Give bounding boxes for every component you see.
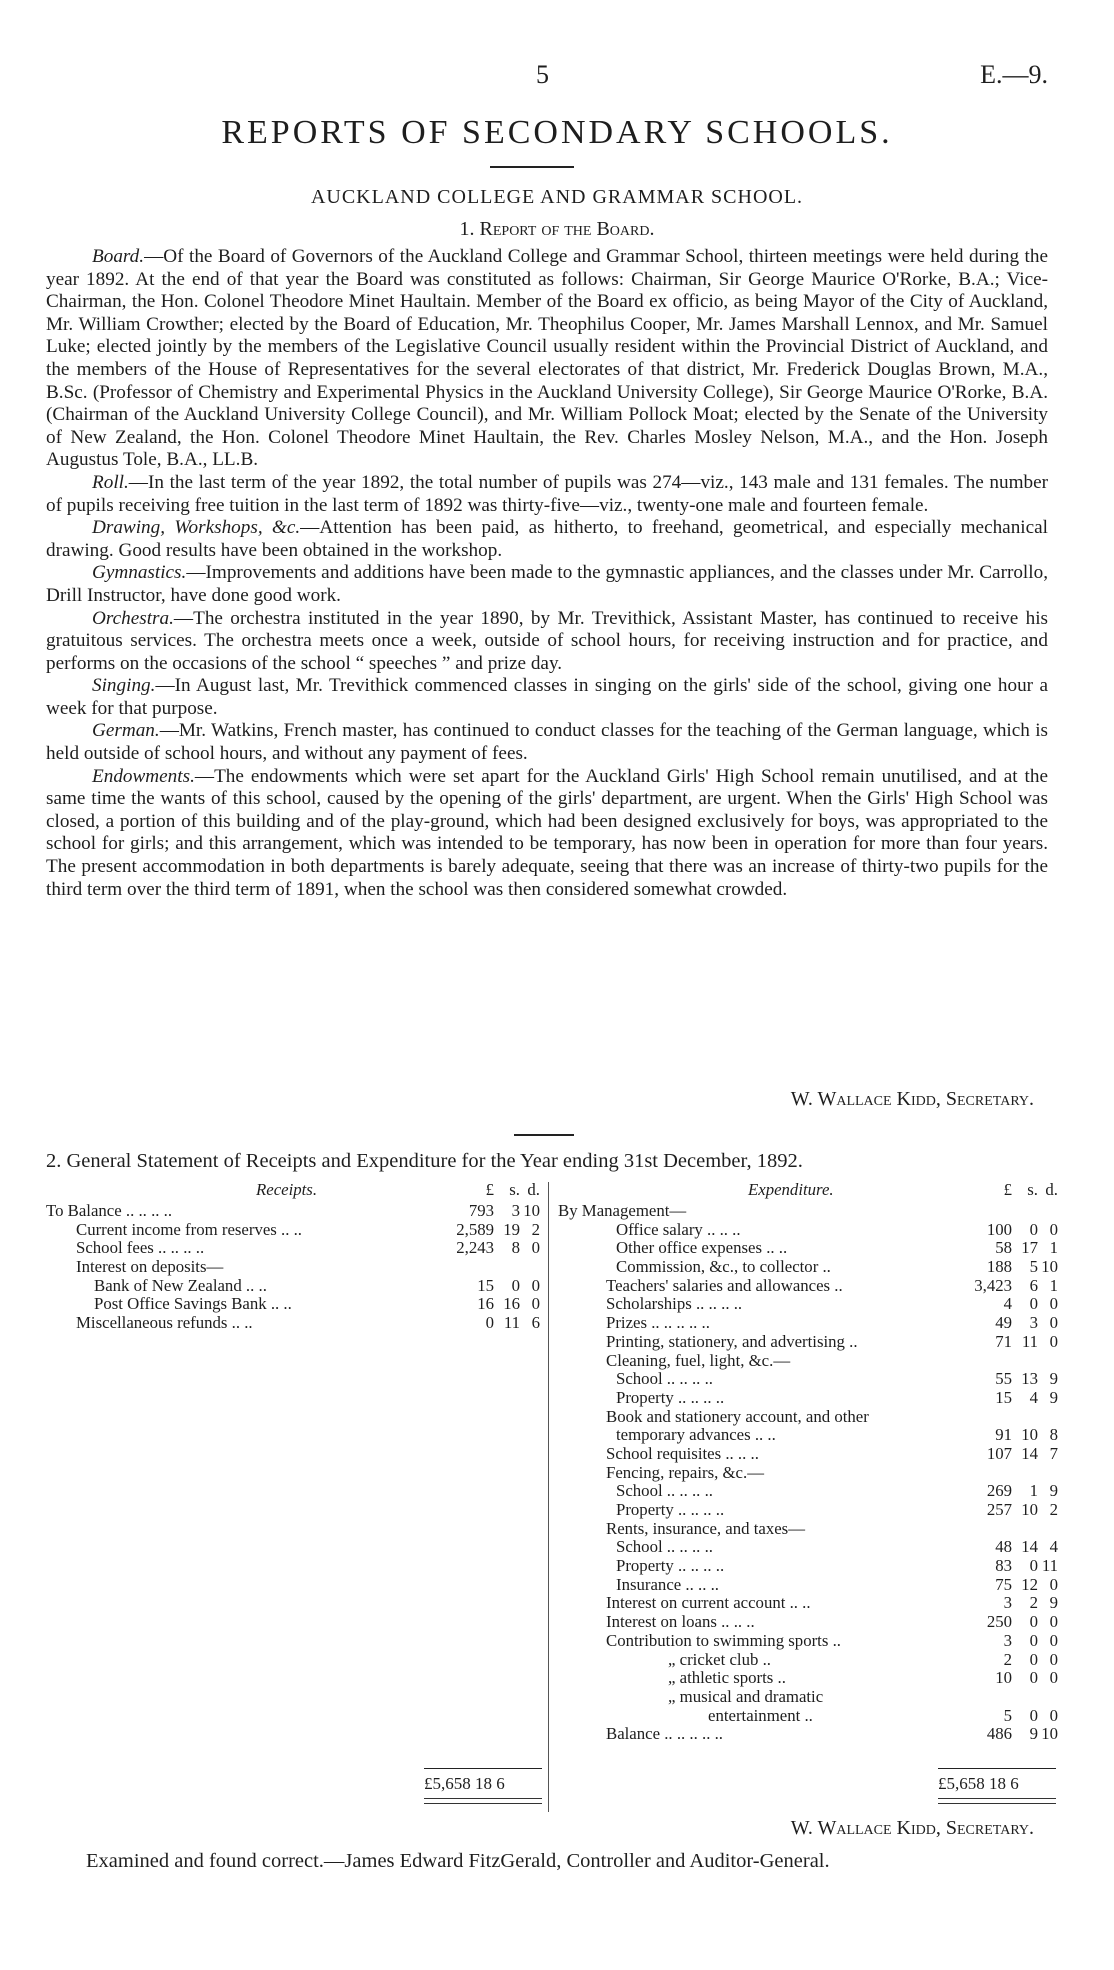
expenditure-pence: 4 bbox=[1049, 1537, 1058, 1557]
receipt-pounds: 0 bbox=[485, 1313, 494, 1333]
receipt-label: Post Office Savings Bank .. .. bbox=[94, 1294, 292, 1314]
receipt-shillings: 8 bbox=[511, 1238, 520, 1258]
expenditure-shillings: 2 bbox=[1029, 1593, 1038, 1613]
receipts-total-double-rule bbox=[424, 1798, 542, 1804]
expenditure-label: Property .. .. .. .. bbox=[616, 1387, 725, 1407]
expenditure-label: Prizes .. .. .. .. .. bbox=[606, 1313, 710, 1333]
receipt-label: Miscellaneous refunds .. .. bbox=[76, 1313, 253, 1333]
expenditure-shillings: 0 bbox=[1029, 1219, 1038, 1239]
page-number: 5 bbox=[536, 60, 549, 89]
expenditure-label: School .. .. .. .. bbox=[616, 1537, 713, 1557]
pounds-header: £ bbox=[485, 1180, 494, 1199]
paragraph-text: —In the last term of the year 1892, the total number of pupils was 274—viz., 143 male and 131 females. The number of pupils receiving free tuition in the last term of 1892 was thirty-five—viz., twenty-one male and fourteen female. bbox=[46, 471, 1048, 516]
expenditure-pence: 8 bbox=[1049, 1425, 1058, 1445]
expenditure-pence: 0 bbox=[1049, 1219, 1058, 1239]
expenditure-label: Cleaning, fuel, light, &c.— bbox=[606, 1350, 791, 1370]
receipts-rows bbox=[46, 1202, 540, 1333]
paragraph-heading: Singing. bbox=[92, 675, 156, 697]
expenditure-label: Property .. .. .. .. bbox=[616, 1556, 725, 1576]
expenditure-pounds: 3 bbox=[1003, 1593, 1012, 1613]
receipt-pence: 2 bbox=[531, 1219, 540, 1239]
expenditure-label: Contribution to swimming sports .. bbox=[606, 1630, 841, 1650]
expenditure-pence: 0 bbox=[1049, 1649, 1058, 1669]
expenditure-shillings: 14 bbox=[1021, 1537, 1038, 1557]
expenditure-pence: 10 bbox=[1041, 1724, 1058, 1744]
receipt-row bbox=[46, 1277, 540, 1296]
expenditure-shillings: 3 bbox=[1029, 1313, 1038, 1333]
expenditure-label: Book and stationery account, and other bbox=[606, 1406, 869, 1426]
report-paragraph bbox=[46, 517, 1048, 562]
report-paragraph bbox=[46, 472, 1048, 517]
expenditure-pounds: 58 bbox=[995, 1238, 1012, 1258]
expenditure-row bbox=[558, 1333, 1058, 1352]
expenditure-row bbox=[558, 1295, 1058, 1314]
expenditure-row bbox=[558, 1239, 1058, 1258]
expenditure-pounds: 2 bbox=[1003, 1649, 1012, 1669]
audit-statement: Examined and found correct.—James Edward FitzGerald, Controller and Auditor-General. bbox=[86, 1850, 830, 1872]
expenditure-label: „ athletic sports .. bbox=[668, 1668, 786, 1688]
expenditure-shillings: 11 bbox=[1021, 1331, 1038, 1351]
report-paragraph bbox=[46, 766, 1048, 902]
expenditure-pence: 0 bbox=[1049, 1331, 1058, 1351]
receipt-shillings: 16 bbox=[503, 1294, 520, 1314]
receipt-shillings: 19 bbox=[503, 1219, 520, 1239]
paragraph-text: —Of the Board of Governors of the Auckland College and Grammar School, thirteen meetings were held during the year 1892. At the end of that year the Board was constituted as follows: Chairman, Sir George Maurice O'Rorke, B.A.; Vice-Chairman, the Hon. Colonel Theodore Minet Haultain. Member of the Board ex officio, as being Mayor of the City of Auckland, Mr. William Crowther; elected by the Board of Education, Mr. Theophilus Cooper, Mr. James Marshall Lennox, and Mr. Samuel Luke; elected jointly by the members of the Legislative Council usually resident within the Provincial District of Auckland, and the members of the House of Representatives for the several electorates of that district, Mr. Frederick Douglas Brown, M.A., B.Sc. (Professor of Chemistry and Experimental Physics in the Auckland University College), Sir George Maurice O'Rorke, B.A. (Chairman of the Auckland University College Council), and Mr. William Pollock Moat; elected by the Senate of the University of New Zealand, the Hon. Colonel Theodore Minet Haultain, the Rev. Charles Mosley Nelson, M.A., and the Hon. Joseph Augustus Tole, B.A., LL.B. bbox=[46, 246, 1048, 471]
receipts-header-row bbox=[46, 1180, 540, 1202]
expenditure-row bbox=[558, 1613, 1058, 1632]
page-reference: E.—9. bbox=[980, 60, 1048, 89]
expenditure-row bbox=[558, 1370, 1058, 1389]
expenditure-label: Other office expenses .. .. bbox=[616, 1238, 788, 1258]
paragraph-text: —Attention has been paid, as hitherto, to freehand, geometrical, and especially mechanical drawing. Good results have been obtained in the workshop. bbox=[46, 517, 1048, 561]
section-heading: 1. Report of the Board. bbox=[459, 218, 655, 240]
expenditure-pounds: 83 bbox=[995, 1556, 1012, 1576]
receipt-pounds: 793 bbox=[468, 1201, 494, 1220]
receipt-pence: 6 bbox=[531, 1313, 540, 1333]
receipt-label: Current income from reserves .. .. bbox=[76, 1219, 303, 1239]
expenditure-pounds: 188 bbox=[986, 1257, 1012, 1277]
expenditure-row bbox=[558, 1557, 1058, 1576]
expenditure-row bbox=[558, 1258, 1058, 1277]
expenditure-total-rule bbox=[938, 1768, 1056, 1769]
expenditure-pence: 0 bbox=[1049, 1668, 1058, 1688]
expenditure-pence: 9 bbox=[1049, 1593, 1058, 1613]
report-paragraph bbox=[46, 675, 1048, 720]
expenditure-pence: 10 bbox=[1041, 1257, 1058, 1277]
receipt-label: Interest on deposits— bbox=[76, 1257, 224, 1277]
expenditure-pence: 2 bbox=[1049, 1500, 1058, 1519]
paragraph-text: —The endowments which were set apart for the Auckland Girls' High School remain unutilised, and at the same time the wants of this school, caused by the opening of the girls' department, are urgent. When the Girls' High School was closed, a portion of this building and of the play-ground, which had been designed exclusively for boys, was appropriated to the school for girls; and this arrangement, which was intended to be temporary, has now been in operation for more than four years. The present accommodation in both departments is barely adequate, seeing that there was an increase of thirty-two pupils for the third term over the third term of 1891, when the school was then considered somewhat crowded. bbox=[46, 765, 1048, 900]
receipts-header: Receipts. bbox=[256, 1180, 318, 1199]
expenditure-pounds: 107 bbox=[986, 1443, 1012, 1463]
paragraph-text: —Mr. Watkins, French master, has continued to conduct classes for the teaching of the German language, which is held outside of school hours, and without any payment of fees. bbox=[46, 720, 1048, 765]
receipt-pence: 10 bbox=[523, 1201, 540, 1220]
paragraph-text: —In August last, Mr. Trevithick commenced classes in singing on the girls' side of the school, giving one hour a week for that purpose. bbox=[46, 675, 1048, 719]
paragraph-heading: Board. bbox=[92, 246, 145, 267]
expenditure-shillings: 0 bbox=[1029, 1294, 1038, 1314]
report-paragraph bbox=[46, 562, 1048, 607]
pence-header: d. bbox=[1045, 1180, 1058, 1199]
column-divider bbox=[548, 1182, 549, 1812]
school-name: AUCKLAND COLLEGE AND GRAMMAR SCHOOL. bbox=[310, 186, 804, 208]
expenditure-pounds: 4 bbox=[1003, 1294, 1012, 1314]
expenditure-shillings: 12 bbox=[1021, 1574, 1038, 1594]
expenditure-row bbox=[558, 1408, 1058, 1427]
expenditure-row bbox=[558, 1725, 1058, 1744]
receipt-pounds: 15 bbox=[477, 1275, 494, 1295]
page-title: REPORTS OF SECONDARY SCHOOLS. bbox=[221, 114, 893, 151]
expenditure-row bbox=[558, 1520, 1058, 1539]
receipt-row bbox=[46, 1202, 540, 1221]
expenditure-label: Teachers' salaries and allowances .. bbox=[606, 1275, 843, 1295]
receipt-label: Bank of New Zealand .. .. bbox=[94, 1275, 267, 1295]
secretary-signature-2: W. Wallace Kidd, Secretary. bbox=[790, 1817, 1034, 1839]
expenditure-pounds: 486 bbox=[986, 1724, 1012, 1744]
paragraph-text: —Improvements and additions have been made to the gymnastic appliances, and the classes under Mr. Carrollo, Drill Instructor, have done good work. bbox=[46, 562, 1048, 606]
pence-header: d. bbox=[527, 1180, 540, 1199]
expenditure-pence: 0 bbox=[1049, 1574, 1058, 1594]
receipts-column bbox=[46, 1180, 540, 1333]
receipt-shillings: 11 bbox=[503, 1313, 520, 1333]
statement-heading: 2. General Statement of Receipts and Expenditure for the Year ending 31st December, 1892. bbox=[46, 1150, 803, 1172]
expenditure-label: School .. .. .. .. bbox=[616, 1481, 713, 1501]
expenditure-row bbox=[558, 1632, 1058, 1651]
expenditure-label: Property .. .. .. .. bbox=[616, 1500, 725, 1519]
expenditure-shillings: 6 bbox=[1029, 1275, 1038, 1295]
expenditure-row bbox=[558, 1445, 1058, 1464]
expenditure-pounds: 250 bbox=[986, 1612, 1012, 1632]
paragraph-heading: Orchestra. bbox=[92, 607, 174, 629]
expenditure-pence: 11 bbox=[1041, 1556, 1058, 1576]
expenditure-label: temporary advances .. .. bbox=[616, 1425, 776, 1445]
expenditure-shillings: 4 bbox=[1029, 1387, 1038, 1407]
expenditure-pence: 0 bbox=[1049, 1705, 1058, 1725]
report-paragraph bbox=[46, 608, 1048, 676]
paragraph-heading: German. bbox=[92, 720, 160, 742]
expenditure-row bbox=[558, 1501, 1058, 1520]
expenditure-shillings: 10 bbox=[1021, 1425, 1038, 1445]
receipt-row bbox=[46, 1221, 540, 1240]
expenditure-label: School .. .. .. .. bbox=[616, 1369, 713, 1389]
expenditure-pounds: 269 bbox=[986, 1481, 1012, 1501]
expenditure-shillings: 0 bbox=[1029, 1649, 1038, 1669]
expenditure-pence: 9 bbox=[1049, 1369, 1058, 1389]
expenditure-pence: 1 bbox=[1049, 1275, 1058, 1295]
expenditure-shillings: 5 bbox=[1029, 1257, 1038, 1277]
receipt-row bbox=[46, 1314, 540, 1333]
report-body bbox=[46, 246, 1048, 901]
expenditure-row bbox=[558, 1464, 1058, 1483]
expenditure-row bbox=[558, 1669, 1058, 1688]
expenditure-row bbox=[558, 1707, 1058, 1726]
expenditure-label: Rents, insurance, and taxes— bbox=[606, 1518, 805, 1538]
expenditure-row bbox=[558, 1576, 1058, 1595]
expenditure-pence: 9 bbox=[1049, 1387, 1058, 1407]
expenditure-label: School requisites .. .. .. bbox=[606, 1443, 759, 1463]
expenditure-label: Scholarships .. .. .. .. bbox=[606, 1294, 743, 1314]
expenditure-pounds: 100 bbox=[986, 1219, 1012, 1239]
expenditure-shillings: 0 bbox=[1029, 1630, 1038, 1650]
expenditure-row bbox=[558, 1538, 1058, 1557]
receipt-pence: 0 bbox=[531, 1238, 540, 1258]
receipts-total: £5,658 18 6 bbox=[424, 1774, 505, 1793]
expenditure-pounds: 5 bbox=[1003, 1705, 1012, 1725]
receipt-row bbox=[46, 1295, 540, 1314]
receipt-shillings: 0 bbox=[511, 1275, 520, 1295]
expenditure-pounds: 10 bbox=[995, 1668, 1012, 1688]
expenditure-header: Expenditure. bbox=[748, 1180, 834, 1199]
paragraph-text: —The orchestra instituted in the year 1890, by Mr. Trevithick, Assistant Master, has continued to receive his gratuitous services. The orchestra meets once a week, outside of school hours, for receiving instruction and for practice, and performs on the occasions of the school “ speeches ” and prize day. bbox=[46, 607, 1048, 674]
paragraph-heading: Drawing, Workshops, &c. bbox=[92, 517, 301, 539]
expenditure-rows bbox=[558, 1202, 1058, 1744]
expenditure-shillings: 13 bbox=[1021, 1369, 1038, 1389]
expenditure-row bbox=[558, 1594, 1058, 1613]
expenditure-label: Insurance .. .. .. bbox=[616, 1574, 719, 1594]
expenditure-pounds: 257 bbox=[986, 1500, 1012, 1519]
expenditure-label: Printing, stationery, and advertising .. bbox=[606, 1331, 858, 1351]
expenditure-row bbox=[558, 1426, 1058, 1445]
expenditure-label: Commission, &c., to collector .. bbox=[616, 1257, 831, 1277]
expenditure-pence: 0 bbox=[1049, 1294, 1058, 1314]
expenditure-column bbox=[558, 1180, 1058, 1744]
expenditure-row bbox=[558, 1202, 1058, 1221]
paragraph-heading: Gymnastics. bbox=[92, 562, 187, 584]
expenditure-row bbox=[558, 1482, 1058, 1501]
expenditure-pence: 9 bbox=[1049, 1481, 1058, 1501]
expenditure-row bbox=[558, 1389, 1058, 1408]
title-rule bbox=[490, 166, 574, 168]
expenditure-pounds: 91 bbox=[995, 1425, 1012, 1445]
secretary-signature: W. Wallace Kidd, Secretary. bbox=[790, 1088, 1034, 1110]
receipt-shillings: 3 bbox=[511, 1201, 520, 1220]
receipt-pounds: 16 bbox=[477, 1294, 494, 1314]
receipt-pounds: 2,243 bbox=[456, 1238, 494, 1258]
expenditure-shillings: 10 bbox=[1021, 1500, 1038, 1519]
expenditure-pounds: 15 bbox=[995, 1387, 1012, 1407]
report-paragraph bbox=[46, 720, 1048, 765]
expenditure-pounds: 49 bbox=[995, 1313, 1012, 1333]
report-paragraph bbox=[46, 246, 1048, 472]
receipt-row bbox=[46, 1258, 540, 1277]
receipt-row bbox=[46, 1239, 540, 1258]
shillings-header: s. bbox=[1027, 1180, 1038, 1199]
expenditure-shillings: 0 bbox=[1029, 1556, 1038, 1576]
paragraph-heading: Endowments. bbox=[92, 765, 195, 787]
expenditure-row bbox=[558, 1314, 1058, 1333]
expenditure-pounds: 75 bbox=[995, 1574, 1012, 1594]
expenditure-shillings: 14 bbox=[1021, 1443, 1038, 1463]
expenditure-row bbox=[558, 1688, 1058, 1707]
expenditure-total: £5,658 18 6 bbox=[938, 1774, 1019, 1793]
receipt-pounds: 2,589 bbox=[456, 1219, 494, 1239]
expenditure-row bbox=[558, 1277, 1058, 1296]
expenditure-label: Fencing, repairs, &c.— bbox=[606, 1462, 764, 1482]
expenditure-pounds: 71 bbox=[995, 1331, 1012, 1351]
expenditure-label: „ cricket club .. bbox=[668, 1649, 771, 1669]
expenditure-label: Office salary .. .. .. bbox=[616, 1219, 741, 1239]
expenditure-row bbox=[558, 1221, 1058, 1240]
expenditure-pence: 1 bbox=[1049, 1238, 1058, 1258]
receipt-pence: 0 bbox=[531, 1275, 540, 1295]
receipt-label: To Balance .. .. .. .. bbox=[46, 1201, 173, 1220]
receipts-total-rule bbox=[424, 1768, 542, 1769]
expenditure-pounds: 48 bbox=[995, 1537, 1012, 1557]
pounds-header: £ bbox=[1003, 1180, 1012, 1199]
paragraph-heading: Roll. bbox=[92, 471, 129, 493]
expenditure-pence: 0 bbox=[1049, 1313, 1058, 1333]
expenditure-label: Interest on loans .. .. .. bbox=[606, 1612, 755, 1632]
expenditure-pounds: 3 bbox=[1003, 1630, 1012, 1650]
expenditure-row bbox=[558, 1352, 1058, 1371]
expenditure-pence: 7 bbox=[1049, 1443, 1058, 1463]
shillings-header: s. bbox=[509, 1180, 520, 1199]
expenditure-label: Interest on current account .. .. bbox=[606, 1593, 811, 1613]
expenditure-shillings: 1 bbox=[1029, 1481, 1038, 1501]
expenditure-pence: 0 bbox=[1049, 1612, 1058, 1632]
expenditure-label: „ musical and dramatic bbox=[668, 1686, 824, 1706]
receipt-label: School fees .. .. .. .. bbox=[76, 1238, 205, 1258]
expenditure-shillings: 17 bbox=[1021, 1238, 1038, 1258]
expenditure-shillings: 0 bbox=[1029, 1668, 1038, 1688]
expenditure-pounds: 55 bbox=[995, 1369, 1012, 1389]
expenditure-total-double-rule bbox=[938, 1798, 1056, 1804]
expenditure-label: entertainment .. bbox=[708, 1705, 813, 1725]
expenditure-pence: 0 bbox=[1049, 1630, 1058, 1650]
expenditure-label: Balance .. .. .. .. .. bbox=[606, 1724, 723, 1744]
expenditure-shillings: 9 bbox=[1029, 1724, 1038, 1744]
receipt-pence: 0 bbox=[531, 1294, 540, 1314]
expenditure-shillings: 0 bbox=[1029, 1705, 1038, 1725]
expenditure-shillings: 0 bbox=[1029, 1612, 1038, 1632]
expenditure-label: By Management— bbox=[558, 1201, 687, 1220]
expenditure-header-row bbox=[558, 1180, 1058, 1202]
expenditure-pounds: 3,423 bbox=[974, 1275, 1012, 1295]
expenditure-row bbox=[558, 1651, 1058, 1670]
section-rule bbox=[514, 1134, 574, 1136]
